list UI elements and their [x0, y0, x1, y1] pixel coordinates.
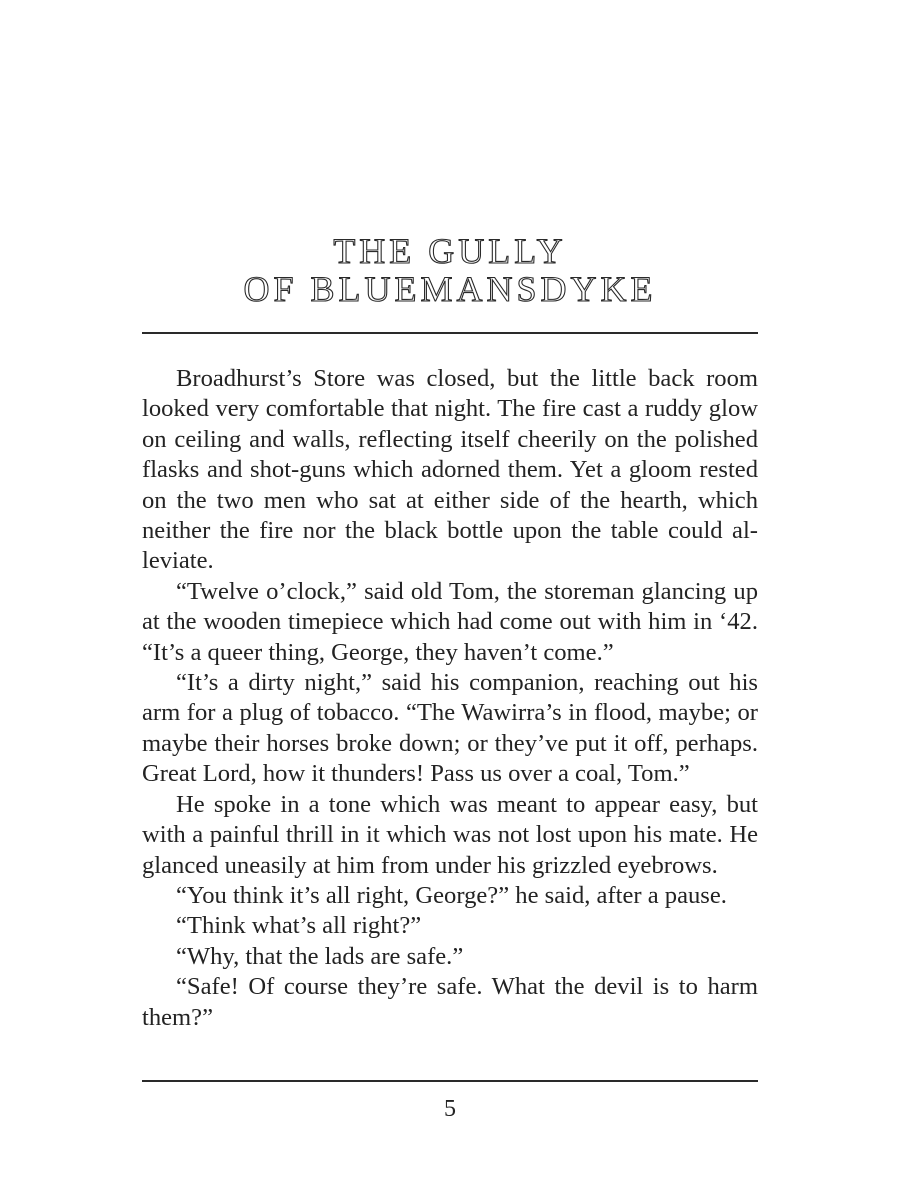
page-number: 5	[444, 1096, 456, 1122]
paragraph: “You think it’s all right, George?” he said, after a pause.	[176, 881, 727, 909]
paragraph: “Twelve o’clock,” said old Tom, the storeman glancing up at the wooden timepiece which had come out with him in ‘42. “It’s a queer thing, George, they haven’t come.”	[142, 577, 758, 666]
top-divider	[142, 332, 758, 334]
chapter-title	[142, 232, 758, 308]
paragraph: “Think what’s all right?”	[176, 912, 422, 940]
paragraph: “It’s a dirty night,” said his companion, reaching out his arm for a plug of tobacco. “The Wawirra’s in flood, maybe; or maybe their horses broke down; or they’ve put it off, perhaps. Great Lord, how it thunders! Pass us over a coal, Tom.”	[142, 669, 758, 788]
chapter-title-line-1: THE GULLY	[333, 231, 567, 271]
body-text	[142, 364, 758, 1033]
paragraph: “Safe! Of course they’re safe. What the devil is to harm them?”	[142, 973, 758, 1031]
chapter-title-line-2: OF BLUEMANSDYKE	[243, 269, 657, 309]
paragraph: He spoke in a tone which was meant to appear easy, but with a painful thrill in it which was not lost upon his mate. He glanced uneasily at him from under his grizzled eyebrows.	[142, 790, 758, 879]
bottom-divider	[142, 1080, 758, 1082]
paragraph: “Why, that the lads are safe.”	[176, 942, 464, 970]
paragraph: Broadhurst’s Store was closed, but the little back room looked very comfortable that night. The fire cast a ruddy glow on ceiling and walls, reflecting itself cheerily on the polished flasks and shot-guns which adorned them. Yet a gloom rested on the two men who sat at either side of the hearth, which neither the fire nor the black bottle upon the table could alleviate.	[142, 365, 758, 575]
